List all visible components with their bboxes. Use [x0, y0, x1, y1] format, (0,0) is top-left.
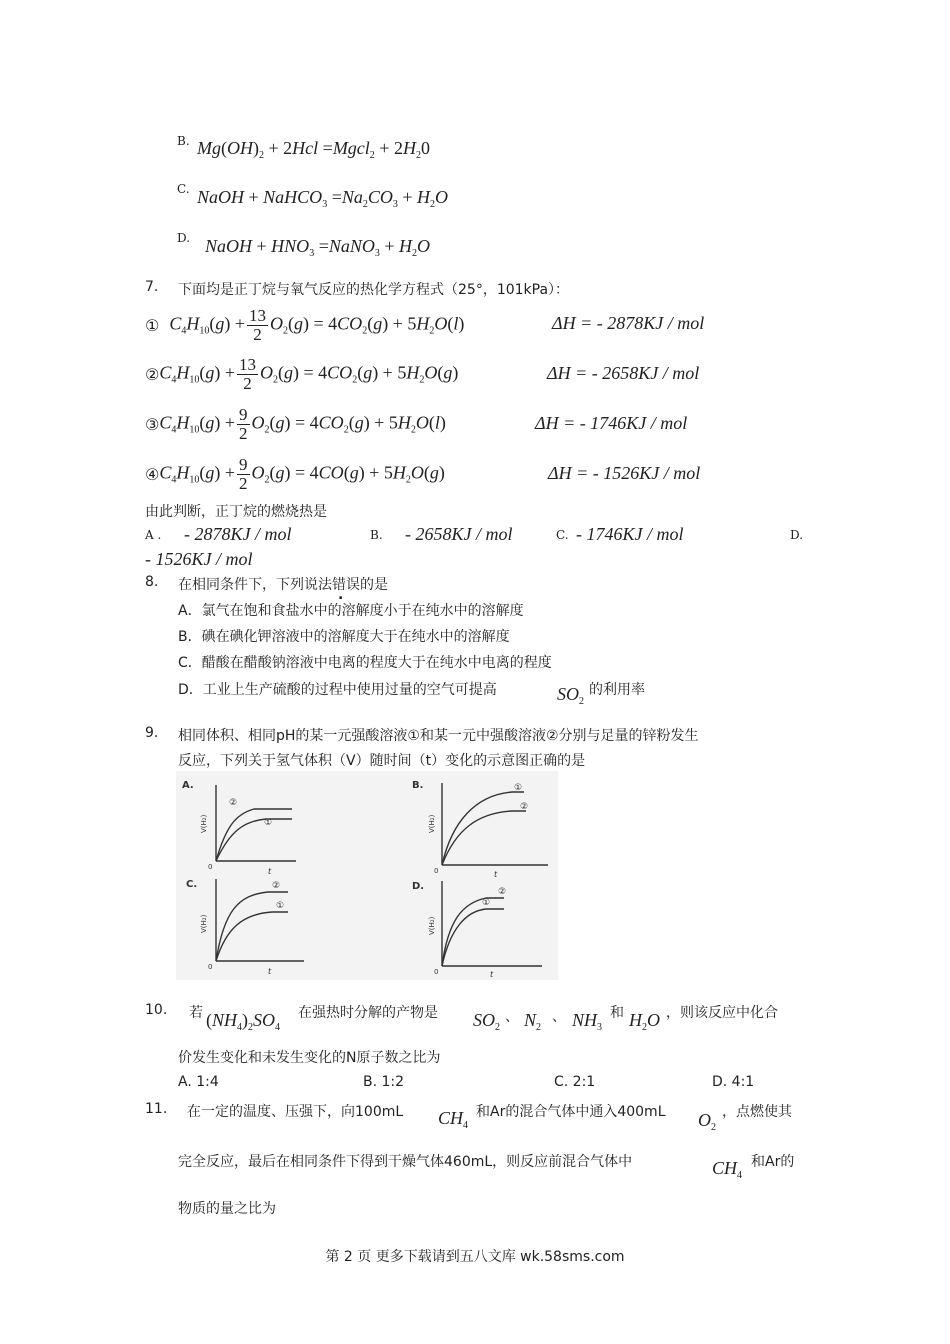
q7-eq4-label: ④ — [145, 464, 160, 484]
q9-a-curve-1 — [216, 819, 292, 861]
q10-post: ，则该反应中化合 — [666, 1005, 778, 1021]
q9-b-curve-1-label: ① — [514, 783, 523, 793]
q9-c-ylabel: V(H₂) — [200, 914, 208, 933]
q9-panel-d — [412, 881, 542, 979]
q9-d-curve-1 — [442, 909, 504, 966]
q7-dh-1: ΔH = - 2878KJ / mol — [552, 313, 705, 333]
q9-c-origin: 0 — [208, 963, 213, 971]
q10-and: 和 — [610, 1005, 624, 1021]
q8-option-a: A．氯气在饱和食盐水中的溶解度小于在纯水中的溶解度 — [178, 603, 524, 619]
q7-eq3-label: ③ — [145, 414, 160, 434]
q8-number: 8. — [145, 574, 159, 590]
q11-line-1-post: ，点燃使其 — [722, 1104, 792, 1120]
q9-line-2: 反应，下列关于氢气体积（V）随时间（t）变化的示意图正确的是 — [178, 753, 586, 769]
q8-stem — [178, 574, 388, 594]
q8-option-d-post: 的利用率 — [589, 682, 645, 698]
q9-b-curve-1 — [442, 792, 524, 865]
q9-d-curve-1-label: ① — [482, 898, 491, 908]
q8-option-c: C．醋酸在醋酸钠溶液中电离的程度大于在纯水中电离的程度 — [178, 655, 552, 671]
q8-option-b: B．碘在碘化钾溶液中的溶解度大于在纯水中的溶解度 — [178, 629, 510, 645]
q10-option-b: B. 1:2 — [363, 1074, 405, 1090]
q8-stem-emphasis: 错误 — [332, 577, 360, 593]
q9-panel-b — [412, 780, 548, 879]
q9-d-curve-2 — [442, 898, 504, 966]
q9-b-curve-2-label: ② — [520, 802, 529, 812]
q10-option-c: C. 2:1 — [554, 1074, 596, 1090]
q9-a-ylabel: V(H₂) — [200, 814, 208, 833]
q7-conclusion: 由此判断，正丁烷的燃烧热是 — [145, 504, 327, 520]
q9-panel-c — [186, 879, 304, 976]
q10-n2-formula: $N_2$ — [524, 1010, 542, 1033]
q7-option-b-value: - 2658KJ / mol — [405, 524, 513, 544]
q11-line-3: 物质的量之比为 — [178, 1201, 276, 1217]
q9-panel-b-label: B. — [412, 780, 424, 791]
q10-option-d: D. 4:1 — [712, 1074, 755, 1090]
q11-ch4-formula-1: $CH_4$ — [438, 1108, 469, 1131]
q9-a-curve-1-label: ① — [264, 818, 273, 828]
q9-panel-d-label: D. — [412, 881, 425, 892]
q6-option-b-label: B. — [177, 134, 190, 148]
q9-a-origin: 0 — [208, 863, 213, 871]
q6-option-d-label: D. — [177, 231, 191, 245]
q10-h2o-formula: $H_2O$ — [629, 1010, 660, 1033]
q9-c-xlabel: t — [268, 967, 272, 976]
q9-a-curve-2-label: ② — [229, 798, 238, 808]
q10-pre: 若 — [189, 1005, 203, 1021]
q10-nh3-formula: $NH_3$ — [572, 1010, 603, 1033]
q11-number: 11. — [145, 1101, 168, 1117]
q7-dh-4: ΔH = - 1526KJ / mol — [548, 463, 701, 483]
q7-option-c-value: - 1746KJ / mol — [576, 524, 684, 544]
q11-o2-formula: $O_2$ — [698, 1110, 716, 1133]
q7-option-b-label: B. — [370, 528, 383, 542]
q9-a-curve-2 — [216, 809, 292, 861]
q9-d-origin: 0 — [434, 968, 439, 976]
q11-line-1-pre: 在一定的温度、压强下，向100mL — [187, 1104, 404, 1120]
q11-ch4-formula-2: $CH_4$ — [712, 1158, 743, 1181]
q7-option-a-label: A . — [145, 528, 162, 542]
q8-so2-formula: $SO_2$ — [557, 684, 584, 707]
q8-stem-post: 的是 — [360, 577, 388, 593]
q7-equation-1: ① $C_4H_{10}(g)$ + $\frac{13}{2}$ $O_2(g) = 4CO_2(g) + 5H_2O(l)$ — [145, 305, 465, 344]
page-footer: 第 2 页 更多下载请到五八文库 wk.58sms.com — [325, 1249, 625, 1265]
q9-c-curve-1-label: ① — [276, 901, 285, 911]
q9-d-curve-2-label: ② — [498, 887, 507, 897]
q7-eq1-label: ① — [145, 315, 160, 335]
q10-sep-2: 、 — [552, 1009, 566, 1025]
q9-panel-a-label: A. — [182, 780, 194, 791]
q11-line-2-pre: 完全反应，最后在相同条件下得到干燥气体460mL，则反应前混合气体中 — [178, 1154, 633, 1170]
q10-option-a: A. 1:4 — [178, 1074, 219, 1090]
q9-graph-figure — [176, 771, 558, 980]
q11-line-1-mid: 和Ar的混合气体中通入400mL — [476, 1104, 666, 1120]
q7-option-c-label: C. — [556, 528, 569, 542]
q6-option-c-label: C. — [177, 182, 190, 196]
q9-a-xlabel: t — [268, 867, 272, 876]
q10-line-2: 价发生变化和未发生变化的N原子数之比为 — [178, 1050, 441, 1066]
q7-eq2-label: ② — [145, 364, 160, 384]
q7-dh-3: ΔH = - 1746KJ / mol — [535, 413, 688, 433]
q9-b-xlabel: t — [494, 870, 498, 879]
q9-d-xlabel: t — [490, 970, 494, 979]
q7-dh-2: ΔH = - 2658KJ / mol — [547, 363, 700, 383]
q9-b-curve-2 — [442, 811, 526, 865]
q8-option-d-pre: D．工业上生产硫酸的过程中使用过量的空气可提高 — [178, 682, 497, 698]
q10-mid: 在强热时分解的产物是 — [298, 1005, 438, 1021]
q7-option-d-value: - 1526KJ / mol — [145, 549, 253, 569]
q10-number: 10. — [145, 1002, 168, 1018]
q10-sep-1: 、 — [505, 1009, 519, 1025]
q9-panel-a — [182, 780, 296, 876]
q7-option-d-label: D. — [790, 528, 804, 542]
q7-stem: 下面均是正丁烷与氧气反应的热化学方程式（25°，101kPa）： — [178, 282, 570, 298]
q9-line-1: 相同体积、相同pH的某一元强酸溶液①和某一元中强酸溶液②分别与足量的锌粉发生 — [178, 728, 699, 744]
q7-option-a-value: - 2878KJ / mol — [184, 524, 292, 544]
q7-equation-4: ④ $C_4H_{10}(g)$ + $\frac{9}{2}$ $O_2(g) = 4CO(g) + 5H_2O(g)$ — [145, 454, 445, 493]
q9-b-ylabel: V(H₂) — [428, 814, 436, 833]
q7-equation-2: ② $C_4H_{10}(g)$ + $\frac{13}{2}$ $O_2(g) = 4CO_2(g) + 5H_2O(g)$ — [145, 354, 459, 393]
q10-ammonium-sulfate-formula: $(NH_4)_2SO_4$ — [206, 1010, 281, 1033]
q9-c-curve-2-label: ② — [272, 881, 281, 891]
q10-so2-formula: $SO_2$ — [473, 1010, 500, 1033]
q8-stem-pre: 在相同条件下，下列说法 — [178, 577, 332, 593]
q6-option-c-equation: NaOH + NaHCO$_3$ $=Na_2CO_3 + H_2O$ — [197, 187, 449, 210]
q7-number: 7. — [145, 279, 159, 295]
q9-d-ylabel: V(H₂) — [428, 916, 436, 935]
q7-equation-3: ③ $C_4H_{10}(g)$ + $\frac{9}{2}$ $O_2(g) = 4CO_2(g) + 5H_2O(l)$ — [145, 404, 446, 443]
q9-panel-c-label: C. — [186, 879, 198, 890]
q9-number: 9. — [145, 725, 159, 741]
q9-b-origin: 0 — [434, 867, 439, 875]
q6-option-b-equation: $Mg(OH)_2 + 2Hcl$ =Mgcl$_2$ + $2H_20$ — [197, 138, 430, 161]
q11-line-2-post: 和Ar的 — [751, 1154, 795, 1170]
q6-option-d-equation: NaOH + $HNO_3$ =NaNO$_3$ + $H_2O$ — [205, 236, 431, 259]
